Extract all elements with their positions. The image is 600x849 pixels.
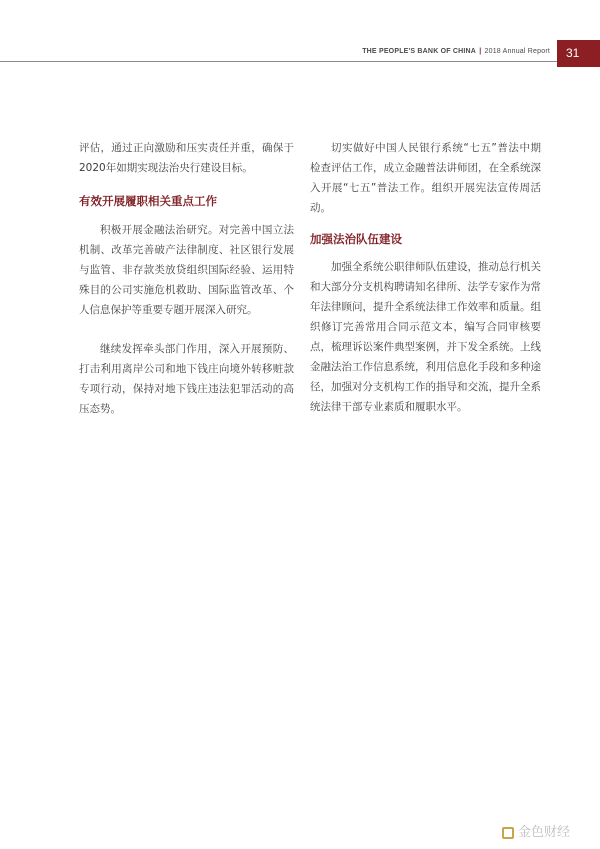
header-separator: | bbox=[479, 48, 482, 55]
watermark bbox=[502, 821, 570, 840]
bank-name: THE PEOPLE'S BANK OF CHINA bbox=[362, 48, 477, 55]
left-paragraph-1: 评估，通过正向激励和压实责任并重，确保于2020年如期实现法治央行建设目标。 bbox=[79, 142, 294, 174]
report-title: 2018 Annual Report bbox=[484, 48, 550, 55]
right-column bbox=[310, 138, 541, 417]
watermark-logo-icon bbox=[502, 827, 514, 839]
section-heading-duties: 有效开展履职相关重点工作 bbox=[79, 194, 217, 208]
running-header bbox=[362, 48, 550, 55]
header-rule bbox=[0, 61, 557, 62]
section-heading-team: 加强法治队伍建设 bbox=[310, 232, 402, 246]
left-column bbox=[79, 138, 294, 419]
left-paragraph-3: 继续发挥牵头部门作用，深入开展预防、打击利用离岸公司和地下钱庄向境外转移赃款专项行动，保持对地下钱庄违法犯罪活动的高压态势。 bbox=[79, 343, 294, 415]
watermark-text: 金色财经 bbox=[518, 825, 571, 840]
page-number: 31 bbox=[557, 40, 600, 67]
right-paragraph-1: 切实做好中国人民银行系统“七五”普法中期检查评估工作，成立金融普法讲师团，在全系统深入开展“七五”普法工作。组织开展宪法宣传周活动。 bbox=[310, 142, 541, 214]
left-paragraph-2: 积极开展金融法治研究。对完善中国立法机制、改革完善破产法律制度、社区银行发展与监管、非存款类放贷组织国际经验、运用特殊目的公司实施危机救助、国际监管改革、个人信息保护等重要专题开展深入研究。 bbox=[79, 224, 294, 316]
right-paragraph-2: 加强全系统公职律师队伍建设，推动总行机关和大部分分支机构聘请知名律所、法学专家作为常年法律顾问，提升全系统法律工作效率和质量。组织修订完善常用合同示范文本，编写合同审核要点，梳理诉讼案件典型案例，并下发全系统。上线金融法治工作信息系统，利用信息化手段和多种途径，加强对分支机构工作的指导和交流，提升全系统法律干部专业素质和履职水平。 bbox=[310, 261, 541, 413]
